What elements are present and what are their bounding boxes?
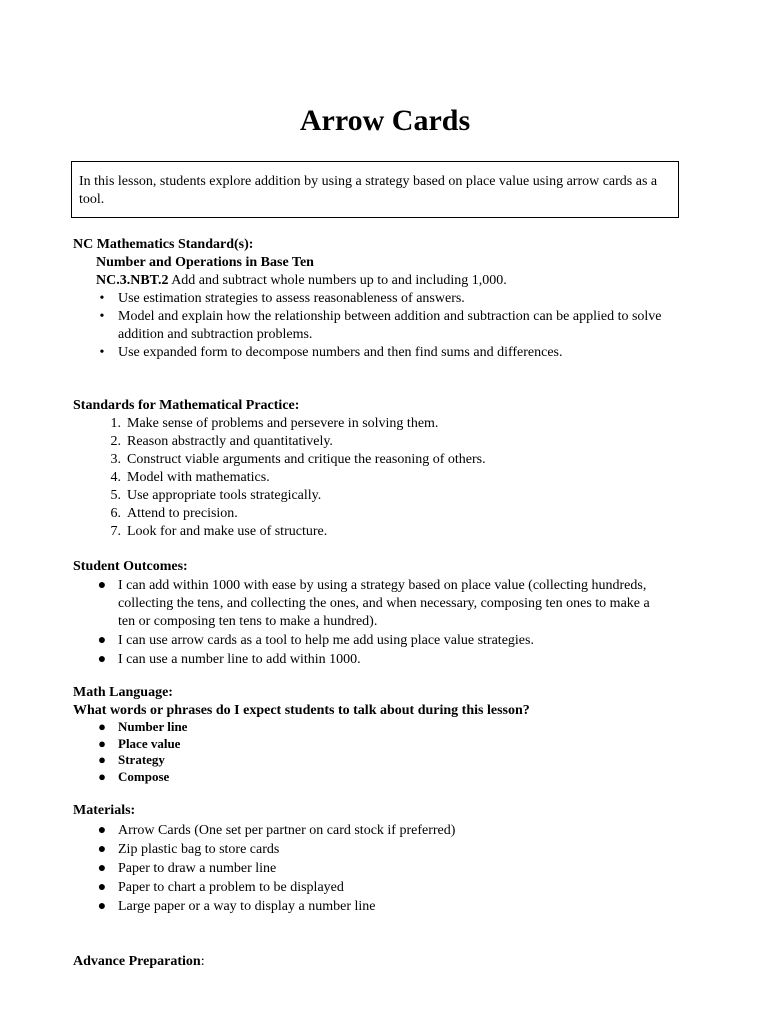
- language-term: [98, 735, 418, 753]
- practice-item-text: Attend to precision.: [127, 506, 238, 521]
- practice-item: [110, 433, 687, 451]
- practice-item-text: Model with mathematics.: [127, 470, 270, 485]
- bullet-icon: ●: [97, 652, 107, 667]
- nc-standard-bullet-item-text: Use estimation strategies to assess reasonableness of answers.: [118, 291, 465, 306]
- practice-heading: Standards for Mathematical Practice:: [73, 398, 300, 413]
- material-item-text: Arrow Cards (One set per partner on card stock if preferred): [118, 823, 456, 838]
- bullet-icon: ●: [97, 842, 107, 857]
- standard-description: Add and subtract whole numbers up to and including 1,000.: [168, 273, 507, 288]
- outcome-item: [97, 577, 670, 631]
- advance-heading: [73, 953, 205, 971]
- nc-standard-bullet-item-text: Use expanded form to decompose numbers and then find sums and differences.: [118, 345, 563, 360]
- material-item-text: Paper to draw a number line: [118, 861, 277, 876]
- outcome-item-text: I can use a number line to add within 1000.: [118, 652, 361, 667]
- intro-box: In this lesson, students explore addition by using a strategy based on place value using arrow cards as a tool.: [71, 161, 679, 218]
- language-term-text: Number line: [118, 719, 188, 734]
- material-item: [97, 860, 678, 878]
- bullet-icon: ●: [97, 899, 107, 914]
- language-term-text: Compose: [118, 768, 170, 784]
- advance-heading-label: Advance Preparation: [73, 954, 201, 969]
- language-term: [98, 768, 418, 786]
- language-term: [98, 719, 418, 736]
- language-term: [98, 752, 418, 769]
- outcome-item: [97, 651, 670, 669]
- outcomes-bullet-list: [97, 577, 670, 669]
- practice-item: [110, 451, 687, 469]
- practice-item-text: Use appropriate tools strategically.: [127, 488, 322, 503]
- list-number: 2.: [110, 434, 121, 449]
- outcomes-heading: Student Outcomes:: [73, 559, 188, 574]
- bullet-icon: •: [99, 345, 105, 360]
- list-number: 6.: [110, 506, 121, 521]
- list-number: 5.: [110, 488, 121, 503]
- language-bullet-list: [98, 719, 418, 785]
- nc-standard-bullet-item-text: Model and explain how the relationship between addition and subtraction can be applied to solve addition and subtraction problems.: [118, 309, 662, 342]
- outcome-item-text: I can use arrow cards as a tool to help me add using place value strategies.: [118, 633, 534, 648]
- language-question: What words or phrases do I expect students to talk about during this lesson?: [73, 703, 530, 718]
- practice-item: [110, 523, 687, 541]
- nc-standard-bullet-item: [99, 308, 678, 344]
- material-item-text: Large paper or a way to display a number line: [118, 899, 376, 914]
- material-item-text: Zip plastic bag to store cards: [118, 842, 280, 857]
- list-number: 4.: [110, 470, 121, 485]
- bullet-icon: ●: [97, 578, 107, 593]
- practice-item-text: Reason abstractly and quantitatively.: [127, 434, 333, 449]
- nc-standards-heading: NC Mathematics Standard(s):: [73, 237, 254, 252]
- outcome-item: [97, 632, 670, 650]
- bullet-icon: ●: [97, 633, 107, 648]
- list-number: 7.: [110, 524, 121, 539]
- nc-standard-bullet-item: [99, 290, 678, 308]
- practice-item: [110, 415, 687, 433]
- practice-item-text: Look for and make use of structure.: [127, 524, 328, 539]
- practice-item: [110, 505, 687, 523]
- language-term-text: Strategy: [118, 752, 165, 767]
- list-number: 1.: [110, 416, 121, 431]
- material-item-text: Paper to chart a problem to be displayed: [118, 880, 344, 895]
- material-item: [97, 841, 678, 859]
- page-title: Arrow Cards: [299, 104, 471, 137]
- bullet-icon: •: [99, 309, 105, 324]
- practice-item-text: Construct viable arguments and critique the reasoning of others.: [127, 452, 486, 467]
- materials-heading: Materials:: [73, 803, 136, 818]
- material-item: [97, 898, 678, 916]
- language-heading: Math Language:: [73, 685, 173, 700]
- practice-item: [110, 469, 687, 487]
- outcome-item-text: I can add within 1000 with ease by using a strategy based on place value (collecting hundreds, collecting the tens, and collecting the ones, and when necessary, composing ten ones to make a ten or composing ten tens to make a hundred).: [118, 578, 650, 629]
- advance-heading-colon: :: [200, 954, 205, 969]
- bullet-icon: ●: [97, 880, 107, 895]
- standard-line: [96, 272, 507, 290]
- practice-item-text: Make sense of problems and persevere in solving them.: [127, 416, 439, 431]
- bullet-icon: •: [99, 291, 105, 306]
- list-number: 3.: [110, 452, 121, 467]
- material-item: [97, 879, 678, 897]
- language-term-text: Place value: [118, 735, 181, 751]
- nc-standards-bullet-list: [99, 290, 678, 362]
- practice-numbered-list: [110, 415, 687, 541]
- materials-bullet-list: [97, 822, 678, 916]
- bullet-icon: ●: [97, 861, 107, 876]
- bullet-icon: ●: [98, 735, 106, 751]
- bullet-icon: ●: [97, 823, 107, 838]
- bullet-icon: ●: [98, 768, 106, 784]
- material-item: [97, 822, 678, 840]
- standard-code: NC.3.NBT.2: [96, 273, 169, 288]
- practice-item: [110, 487, 687, 505]
- nc-standard-bullet-item: [99, 344, 678, 362]
- bullet-icon: ●: [98, 719, 106, 734]
- nc-standards-subheading: Number and Operations in Base Ten: [96, 255, 314, 270]
- bullet-icon: ●: [98, 752, 106, 767]
